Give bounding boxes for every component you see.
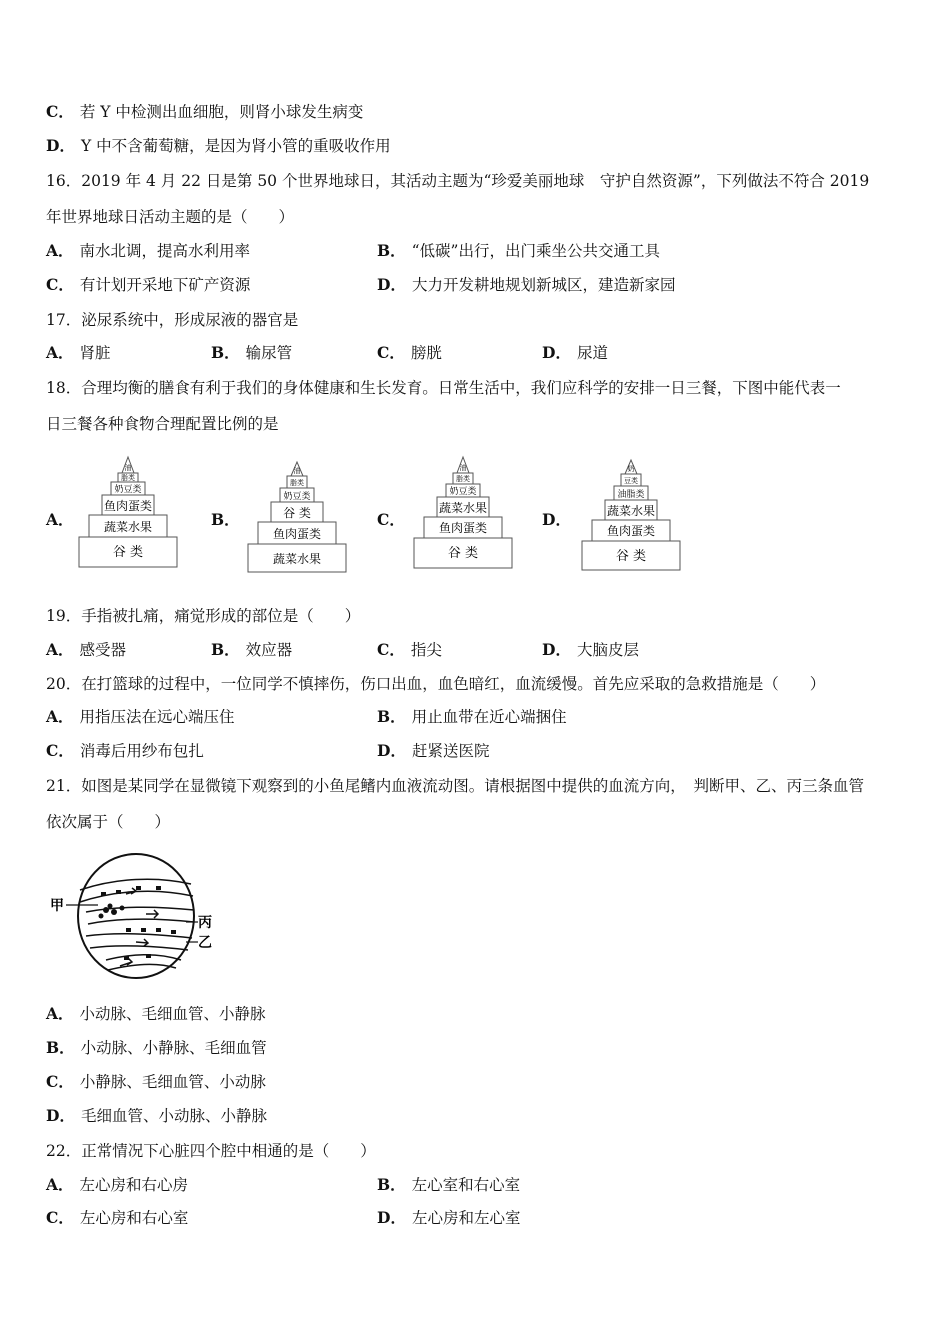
- q18-label-c: C．: [377, 510, 405, 529]
- pyramid-b-layer-6: 蔬菜水果: [272, 552, 322, 566]
- q20-option-c: C． 消毒后用纱布包扎: [46, 741, 204, 760]
- q20-option-d: D． 赶紧送医院: [377, 741, 490, 760]
- q18-stem-line2: 日三餐各种食物合理配置比例的是: [46, 415, 279, 433]
- q19-option-a: A． 感受器: [46, 640, 127, 659]
- q16-option-d: D． 大力开发耕地规划新城区，建造新家园: [377, 275, 676, 294]
- label-jia: 甲: [50, 898, 64, 914]
- q21-option-d: D． 毛细血管、小动脉、小静脉: [46, 1106, 267, 1125]
- q19-option-c: C． 指尖: [377, 640, 442, 659]
- q16-option-a: A． 南水北调，提高水利用率: [46, 241, 251, 260]
- food-pyramid-d: [581, 458, 681, 576]
- food-pyramid-b: [247, 460, 347, 578]
- q17-stem: 17．泌尿系统中，形成尿液的器官是: [46, 311, 299, 329]
- pyramid-a-layer-5: 蔬菜水果: [103, 520, 153, 534]
- q21-option-a: A． 小动脉、毛细血管、小静脉: [46, 1004, 266, 1023]
- pyramid-c-layer-6: 谷 类: [447, 546, 479, 561]
- pyramid-d-layer-4: 蔬菜水果: [606, 504, 656, 518]
- food-pyramid-c: [413, 455, 513, 575]
- q19-stem: 19．手指被扎痛，痛觉形成的部位是（ ）: [46, 607, 361, 625]
- q16-option-c: C． 有计划开采地下矿产资源: [46, 275, 251, 294]
- pyramid-c-layer-2: 脂类: [456, 475, 470, 483]
- pyramid-a-layer-1: 油: [124, 464, 132, 472]
- q21-option-c: C． 小静脉、毛细血管、小动脉: [46, 1072, 266, 1091]
- q18-label-d: D．: [542, 510, 571, 529]
- q20-stem: 20．在打篮球的过程中，一位同学不慎摔伤，伤口出血，血色暗红，血流缓慢。首先应采取的急救措施是（ ）: [46, 675, 826, 693]
- pyramid-b-layer-4: 谷 类: [283, 506, 311, 520]
- pyramid-c-layer-5: 鱼肉蛋类: [438, 521, 488, 535]
- pyramid-d-layer-5: 鱼肉蛋类: [606, 524, 656, 538]
- pyramid-b-layer-2: 脂类: [290, 479, 304, 487]
- q20-option-b: B． 用止血带在近心端捆住: [377, 707, 567, 726]
- q22-stem: 22．正常情况下心脏四个腔中相通的是（ ）: [46, 1142, 376, 1160]
- pyramid-b-layer-5: 鱼肉蛋类: [272, 527, 322, 541]
- pyramid-c-layer-3: 奶豆类: [449, 487, 477, 497]
- q18-label-a: A．: [46, 510, 74, 529]
- q15-option-d: D． Y 中不含葡萄糖，是因为肾小管的重吸收作用: [46, 136, 391, 155]
- q19-option-b: B． 效应器: [211, 640, 293, 659]
- q21-option-b: B． 小动脉、小静脉、毛细血管: [46, 1038, 267, 1057]
- pyramid-a-layer-3: 奶豆类: [114, 485, 142, 495]
- q21-stem-line1: 21．如图是某同学在显微镜下观察到的小鱼尾鳍内血液流动图。请根据图中提供的血流方向， 判断甲、乙、丙三条血管: [46, 777, 864, 795]
- pyramid-a-layer-2: 脂类: [121, 474, 135, 482]
- q22-option-b: B． 左心室和右心室: [377, 1175, 521, 1194]
- q17-option-d: D． 尿道: [542, 343, 608, 362]
- pyramid-d-layer-3: 油脂类: [617, 490, 645, 500]
- pyramid-c-layer-4: 蔬菜水果: [438, 501, 488, 515]
- pyramid-d-layer-1: 奶: [627, 465, 635, 473]
- q18-label-b: B．: [211, 510, 240, 529]
- pyramid-a-layer-4: 鱼肉蛋类: [103, 499, 153, 513]
- q21-stem-line2: 依次属于（ ）: [46, 813, 171, 831]
- q22-option-c: C． 左心房和右心室: [46, 1208, 189, 1227]
- q16-option-b: B． “低碳”出行，出门乘坐公共交通工具: [377, 241, 660, 260]
- pyramid-d-layer-2: 豆类: [624, 477, 638, 485]
- q17-option-c: C． 膀胱: [377, 343, 442, 362]
- q20-option-a: A． 用指压法在远心端压住: [46, 707, 235, 726]
- q18-stem-line1: 18．合理均衡的膳食有利于我们的身体健康和生长发育。日常生活中，我们应科学的安排一日三餐，下图中能代表一: [46, 379, 841, 397]
- q19-option-d: D． 大脑皮层: [542, 640, 639, 659]
- pyramid-c-layer-1: 油: [459, 464, 467, 472]
- q16-stem-line1: 16．2019 年 4 月 22 日是第 50 个世界地球日，其活动主题为“珍爱美丽地球 守护自然资源”，下列做法不符合 2019: [46, 172, 870, 190]
- pyramid-a-layer-6: 谷 类: [112, 545, 144, 560]
- label-bing: 丙: [198, 915, 212, 931]
- food-pyramid-a: [78, 453, 178, 575]
- pyramid-d-layer-6: 谷 类: [615, 549, 647, 564]
- q22-option-d: D． 左心房和左心室: [377, 1208, 521, 1227]
- q22-option-a: A． 左心房和右心房: [46, 1175, 189, 1194]
- pyramid-b-layer-1: 油: [293, 467, 301, 475]
- blood-flow-figure: [46, 850, 216, 986]
- q17-option-a: A． 肾脏: [46, 343, 111, 362]
- q17-option-b: B． 输尿管: [211, 343, 293, 362]
- pyramid-b-layer-3: 奶豆类: [283, 492, 311, 502]
- label-yi: 乙: [198, 935, 212, 951]
- q15-option-c: C． 若 Y 中检测出血细胞，则肾小球发生病变: [46, 102, 364, 121]
- q16-stem-line2: 年世界地球日活动主题的是（ ）: [46, 208, 295, 226]
